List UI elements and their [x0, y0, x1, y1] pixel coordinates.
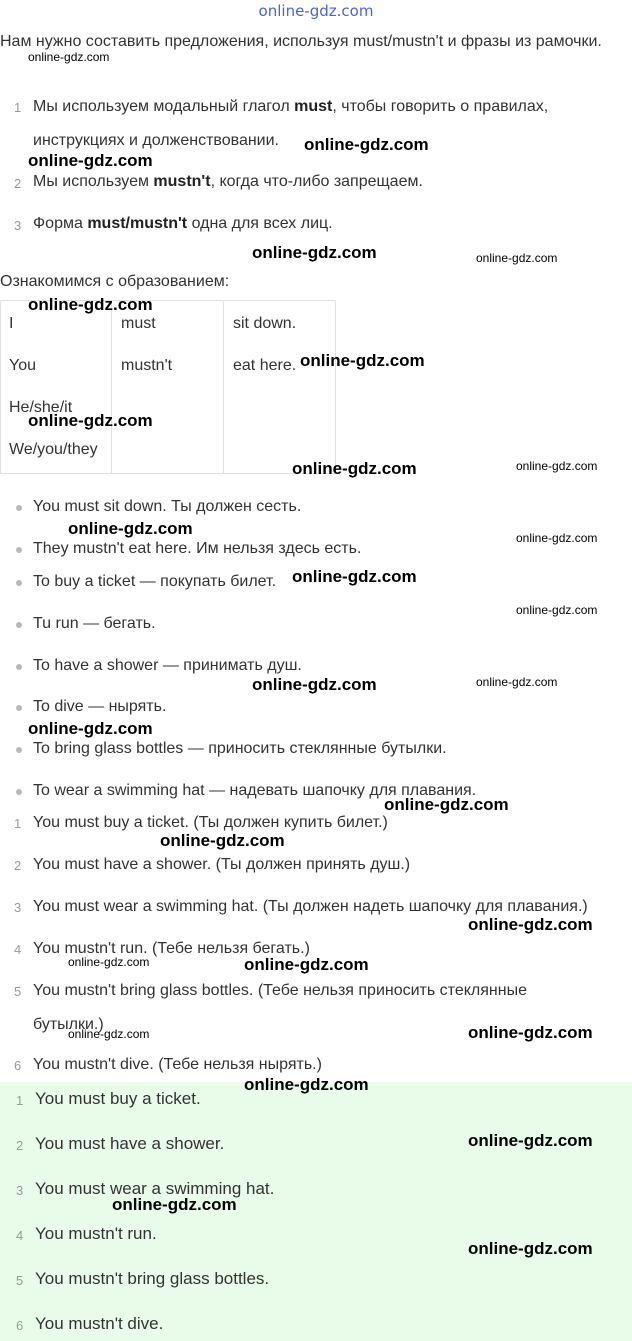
modal-cell: must: [121, 315, 156, 332]
subject-column: [1, 301, 112, 474]
answer-item: You mustn't run.: [35, 1224, 157, 1243]
watermark: online-gdz.com: [28, 50, 110, 64]
watermark: online-gdz.com: [516, 531, 598, 545]
answer-box: [0, 1082, 632, 1341]
watermark: online-gdz.com: [28, 719, 153, 738]
answer-number: 3: [16, 1183, 24, 1198]
translation-item: You mustn't dive. (Тебе нельзя нырять.): [33, 1056, 322, 1073]
answer-item: You mustn't dive.: [35, 1314, 164, 1333]
bullet-dot: [16, 505, 22, 511]
rule-number: 2: [14, 176, 22, 191]
watermark: online-gdz.com: [292, 459, 417, 478]
watermark: online-gdz.com: [468, 1131, 593, 1150]
watermark: online-gdz.com: [68, 519, 193, 538]
rule-text: Мы используем модальный глагол must, чтобы говорить о правилах,: [33, 98, 549, 115]
rule-number: 1: [14, 100, 22, 115]
answer-item: You must have a shower.: [35, 1134, 225, 1153]
intro-text: Нам нужно составить предложения, используя must/mustn't и фразы из рамочки.: [0, 33, 602, 50]
rule-text: Мы используем mustn't, когда что-либо запрещаем.: [33, 173, 423, 190]
watermark: online-gdz.com: [476, 251, 558, 265]
translation-item: You mustn't bring glass bottles. (Тебе нельзя приносить стеклянные: [33, 982, 527, 999]
watermark: online-gdz.com: [28, 151, 153, 170]
bullet-item: They mustn't eat here. Им нельзя здесь есть.: [33, 540, 362, 557]
bullet-item: To have a shower — принимать душ.: [33, 657, 302, 674]
bullet-dot: [16, 547, 22, 553]
translation-item: You mustn't run. (Тебе нельзя бегать.): [33, 940, 310, 957]
translation-number: 2: [14, 858, 22, 873]
watermark: online-gdz.com: [252, 675, 377, 694]
answer-number: 6: [16, 1318, 24, 1333]
rule-number: 3: [14, 218, 22, 233]
subject-cell: You: [9, 357, 36, 374]
watermark: online-gdz.com: [68, 1027, 150, 1041]
modal-column: [112, 301, 224, 474]
watermark: online-gdz.com: [300, 351, 425, 370]
watermark: online-gdz.com: [160, 831, 285, 850]
watermark: online-gdz.com: [252, 243, 377, 262]
bullet-dot: [16, 747, 22, 753]
rule-text-line2: инструкциях и долженствовании.: [33, 132, 279, 149]
site-header[interactable]: online-gdz.com: [258, 2, 374, 20]
translation-number: 3: [14, 900, 22, 915]
bullet-item: To dive — нырять.: [33, 698, 167, 715]
bullet-dot: [16, 789, 22, 795]
bullet-item: To buy a ticket — покупать билет.: [33, 573, 277, 590]
watermark: online-gdz.com: [244, 1075, 369, 1094]
answer-number: 1: [16, 1093, 24, 1108]
watermark: online-gdz.com: [516, 459, 598, 473]
answer-item: You must buy a ticket.: [35, 1089, 201, 1108]
watermark: online-gdz.com: [28, 295, 153, 314]
translation-number: 5: [14, 984, 22, 999]
watermark: online-gdz.com: [304, 135, 429, 154]
bullet-dot: [16, 580, 22, 586]
translation-item: You must wear a swimming hat. (Ты должен надеть шапочку для плавания.): [33, 898, 588, 915]
answer-number: 2: [16, 1138, 24, 1153]
bullet-item: You must sit down. Ты должен сесть.: [33, 498, 302, 515]
formation-table: [0, 300, 336, 474]
subject-cell: He/she/it: [9, 399, 73, 416]
watermark: online-gdz.com: [244, 955, 369, 974]
formation-heading: Ознакомимся с образованием:: [0, 273, 230, 290]
translation-number: 1: [14, 816, 22, 831]
watermark: online-gdz.com: [468, 1023, 593, 1042]
modal-cell: mustn't: [121, 357, 173, 374]
watermark: online-gdz.com: [112, 1195, 237, 1214]
bullet-dot: [16, 705, 22, 711]
bullet-dot: [16, 622, 22, 628]
watermark: online-gdz.com: [68, 955, 150, 969]
translation-item-line2: бутылки.): [33, 1016, 104, 1033]
subject-cell: We/you/they: [9, 441, 98, 458]
answer-number: 5: [16, 1273, 24, 1288]
watermark: online-gdz.com: [468, 915, 593, 934]
rule-text: Форма must/mustn't одна для всех лиц.: [33, 215, 333, 232]
answer-item: You must wear a swimming hat.: [35, 1179, 275, 1198]
watermark: online-gdz.com: [28, 411, 153, 430]
bullet-dot: [16, 664, 22, 670]
answer-item: You mustn't bring glass bottles.: [35, 1269, 270, 1288]
subject-cell: I: [9, 315, 14, 332]
phrase-cell: sit down.: [233, 315, 297, 332]
answer-number: 4: [16, 1228, 24, 1243]
watermark: online-gdz.com: [292, 567, 417, 586]
translation-number: 4: [14, 942, 22, 957]
watermark: online-gdz.com: [516, 603, 598, 617]
translation-item: You must buy a ticket. (Ты должен купить билет.): [33, 814, 388, 831]
bullet-item: To wear a swimming hat — надевать шапочку для плавания.: [33, 782, 477, 799]
phrase-cell: eat here.: [233, 357, 297, 374]
translation-item: You must have a shower. (Ты должен принять душ.): [33, 856, 411, 873]
watermark: online-gdz.com: [468, 1239, 593, 1258]
bullet-item: To bring glass bottles — приносить стеклянные бутылки.: [33, 740, 447, 757]
translation-number: 6: [14, 1058, 22, 1073]
watermark: online-gdz.com: [384, 795, 509, 814]
bullet-item: Tu run — бегать.: [33, 615, 156, 632]
watermark: online-gdz.com: [476, 675, 558, 689]
phrase-column: [224, 301, 336, 474]
